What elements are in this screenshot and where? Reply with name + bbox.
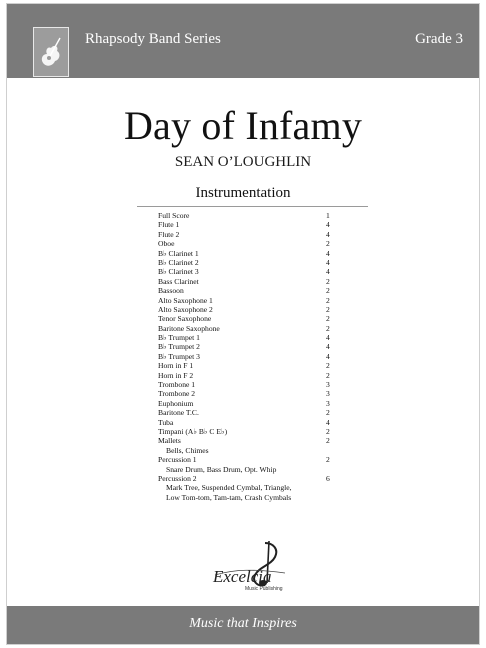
violin-logo-icon bbox=[38, 36, 64, 70]
instrument-name: B♭ Clarinet 3 bbox=[158, 267, 199, 277]
instrument-name: Euphonium bbox=[158, 398, 194, 408]
instrument-name: Timpani (A♭ B♭ C E♭) bbox=[158, 426, 228, 436]
instrument-detail-row bbox=[158, 465, 338, 474]
instrument-name: Horn in F 2 bbox=[158, 370, 194, 380]
instrument-name: Tenor Saxophone bbox=[158, 314, 212, 324]
instrument-row bbox=[158, 436, 338, 445]
instrument-row bbox=[158, 342, 338, 351]
instrument-name: Full Score bbox=[158, 211, 190, 220]
instrument-name: B♭ Trumpet 3 bbox=[158, 351, 200, 361]
grade-label: Grade 3 bbox=[415, 31, 463, 47]
footer-bar bbox=[7, 606, 479, 644]
instrument-row bbox=[158, 324, 338, 333]
instrument-row bbox=[158, 352, 338, 361]
instrument-row bbox=[158, 389, 338, 398]
instrument-quantity: 3 bbox=[326, 389, 330, 399]
instrument-detail-row bbox=[158, 493, 338, 502]
instrument-row bbox=[158, 474, 338, 483]
instrument-name: Horn in F 1 bbox=[158, 361, 194, 371]
instrument-quantity: 4 bbox=[326, 267, 330, 277]
series-name: Rhapsody Band Series bbox=[85, 31, 221, 47]
instrument-name: Percussion 2 bbox=[158, 473, 197, 483]
instrumentation-heading: Instrumentation bbox=[195, 185, 291, 201]
cover-page bbox=[6, 3, 480, 645]
footer-tagline: Music that Inspires bbox=[189, 616, 297, 631]
instrument-quantity: 2 bbox=[326, 361, 330, 371]
instrument-quantity: 4 bbox=[326, 417, 330, 427]
instrument-quantity: 2 bbox=[326, 314, 330, 324]
instrument-row bbox=[158, 305, 338, 314]
instrument-name: Mallets bbox=[158, 436, 181, 446]
instrument-name: Trombone 1 bbox=[158, 380, 196, 390]
piece-title: Day of Infamy bbox=[123, 103, 363, 148]
instrument-name: Mark Tree, Suspended Cymbal, Triangle, bbox=[166, 483, 292, 493]
instrument-name: B♭ Trumpet 2 bbox=[158, 342, 200, 352]
instrument-row bbox=[158, 333, 338, 342]
instrument-row bbox=[158, 296, 338, 305]
instrument-name: Flute 1 bbox=[158, 220, 180, 230]
instrument-quantity: 4 bbox=[326, 220, 330, 230]
instrument-quantity: 4 bbox=[326, 351, 330, 361]
instrument-quantity: 2 bbox=[326, 436, 330, 446]
instrument-name: Bass Clarinet bbox=[158, 276, 199, 286]
instrument-name: Alto Saxophone 2 bbox=[158, 304, 213, 314]
instrument-quantity: 2 bbox=[326, 239, 330, 249]
instrument-quantity: 1 bbox=[326, 211, 330, 220]
instrument-quantity: 4 bbox=[326, 248, 330, 258]
instrument-row bbox=[158, 249, 338, 258]
instrumentation-divider bbox=[137, 206, 368, 207]
instrument-quantity: 3 bbox=[326, 380, 330, 390]
instrument-quantity: 2 bbox=[326, 323, 330, 333]
instrument-row bbox=[158, 211, 338, 220]
instrument-quantity: 2 bbox=[326, 408, 330, 418]
instrument-name: Trombone 2 bbox=[158, 389, 196, 399]
instrument-name: Tuba bbox=[158, 417, 174, 427]
composer-name: SEAN O’LOUGHLIN bbox=[174, 154, 312, 170]
publisher-name: Excelcia bbox=[213, 567, 272, 586]
instrument-quantity: 2 bbox=[326, 370, 330, 380]
instrument-name: Bells, Chimes bbox=[166, 445, 209, 455]
publisher-subtitle: Music Publishing bbox=[245, 586, 283, 592]
instrument-name: B♭ Clarinet 2 bbox=[158, 257, 199, 267]
instrument-quantity: 2 bbox=[326, 455, 330, 465]
instrument-quantity: 2 bbox=[326, 286, 330, 296]
instrument-name: Low Tom-tom, Tam-tam, Crash Cymbals bbox=[166, 492, 292, 502]
instrument-name: Flute 2 bbox=[158, 229, 180, 239]
instrument-row bbox=[158, 455, 338, 464]
instrument-quantity: 3 bbox=[326, 398, 330, 408]
instrument-row bbox=[158, 427, 338, 436]
instrument-name: B♭ Clarinet 1 bbox=[158, 248, 199, 258]
instrument-row bbox=[158, 286, 338, 295]
instrument-quantity: 2 bbox=[326, 426, 330, 436]
instrument-quantity: 4 bbox=[326, 342, 330, 352]
instrument-quantity: 4 bbox=[326, 229, 330, 239]
instrument-row bbox=[158, 258, 338, 267]
instrument-name: Alto Saxophone 1 bbox=[158, 295, 213, 305]
instrument-row bbox=[158, 408, 338, 417]
instrument-detail-row bbox=[158, 446, 338, 455]
instrument-row bbox=[158, 277, 338, 286]
instrument-quantity: 2 bbox=[326, 304, 330, 314]
instrument-row bbox=[158, 239, 338, 248]
instrument-quantity: 2 bbox=[326, 295, 330, 305]
instrument-name: Baritone Saxophone bbox=[158, 323, 220, 333]
instrument-row bbox=[158, 418, 338, 427]
publisher-logo bbox=[195, 539, 305, 599]
instrument-detail-row bbox=[158, 483, 338, 492]
instrument-row bbox=[158, 220, 338, 229]
instrument-name: Percussion 1 bbox=[158, 455, 197, 465]
instrument-name: Baritone T.C. bbox=[158, 408, 199, 418]
instrument-row bbox=[158, 380, 338, 389]
instrument-name: Bassoon bbox=[158, 286, 184, 296]
instrument-row bbox=[158, 314, 338, 323]
instrument-row bbox=[158, 267, 338, 276]
series-logo bbox=[33, 27, 69, 77]
instrument-row bbox=[158, 371, 338, 380]
instrument-name: Snare Drum, Bass Drum, Opt. Whip bbox=[166, 464, 277, 474]
instrumentation-list bbox=[158, 211, 338, 502]
instrument-name: B♭ Trumpet 1 bbox=[158, 333, 200, 343]
instrument-row bbox=[158, 399, 338, 408]
instrument-quantity: 4 bbox=[326, 333, 330, 343]
instrument-quantity: 6 bbox=[326, 473, 330, 483]
header-bar bbox=[7, 4, 479, 78]
instrument-quantity: 2 bbox=[326, 276, 330, 286]
instrument-row bbox=[158, 230, 338, 239]
instrument-row bbox=[158, 361, 338, 370]
instrument-name: Oboe bbox=[158, 239, 175, 249]
instrument-quantity: 4 bbox=[326, 257, 330, 267]
